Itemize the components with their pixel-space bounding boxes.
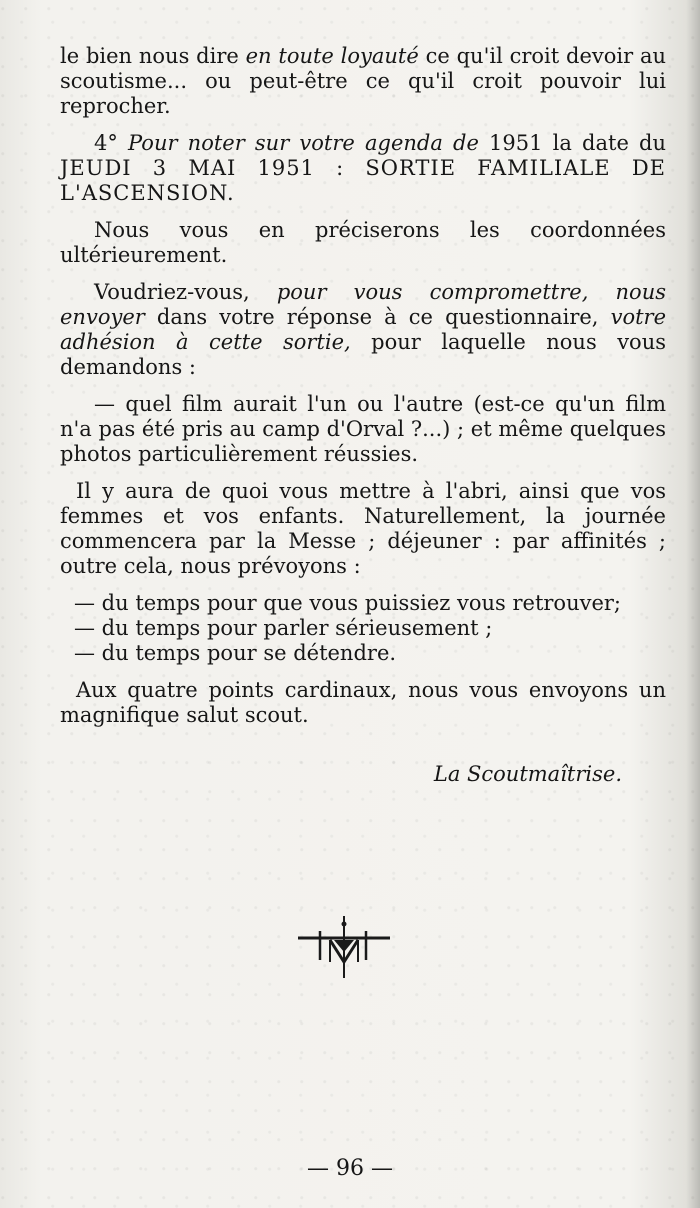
scout-emblem-icon	[292, 912, 396, 982]
intro-plain: le bien nous dire	[60, 44, 246, 68]
intro-italic: en toute loyauté	[245, 44, 419, 68]
body-text	[60, 44, 666, 740]
item-4-number: 4°	[94, 131, 129, 155]
event-announcement: JEUDI 3 MAI 1951 : SORTIE FAMILIALE DE L'ASCENSION.	[60, 156, 666, 205]
page-number: — 96 —	[307, 1156, 393, 1181]
request-part-b: pour vous compromettre, nous envoyer	[60, 280, 666, 329]
intro-paragraph	[60, 44, 666, 119]
item-4-paragraph	[60, 131, 666, 206]
closing-paragraph: Aux quatre points cardinaux, nous vous envoyons un magnifique salut scout.	[60, 678, 666, 727]
signature: La Scoutmaîtrise.	[433, 762, 622, 786]
details-paragraph: Nous vous en préciserons les coordonnées ultérieurement.	[60, 218, 666, 267]
request-part-e: pour laquelle nous vous demandons :	[60, 330, 667, 379]
shelter-paragraph: Il y aura de quoi vous mettre à l'abri, ainsi que vos femmes et vos enfants. Naturellement, la journée commencera par la Messe ; déjeuner : par affinités ; outre cela, nous prévoyons :	[60, 479, 666, 578]
intro-rest: ce qu'il croit devoir au scoutisme... ou peut-être ce qu'il croit pouvoir lui reprocher.	[60, 44, 666, 118]
bullet-item: — du temps pour parler sérieusement ;	[74, 616, 493, 640]
bullet-list	[74, 591, 666, 666]
bullet-item: — du temps pour se détendre.	[74, 641, 397, 665]
bullet-item: — du temps pour que vous puissiez vous retrouver;	[74, 591, 621, 615]
request-paragraph	[60, 280, 666, 380]
request-part-c: dans votre réponse à ce questionnaire,	[144, 305, 611, 329]
film-paragraph: — quel film aurait l'un ou l'autre (est-ce qu'un film n'a pas été pris au camp d'Orval ?...) ; et même quelques photos particulièrement réussies.	[60, 392, 666, 466]
page-edge-shadow	[686, 0, 700, 1208]
request-part-a: Voudriez-vous,	[94, 280, 277, 304]
request-part-d: votre adhésion à cette sortie,	[60, 305, 666, 354]
item-4-italic: Pour noter sur votre agenda de	[128, 131, 479, 155]
item-4-rest: 1951 la date du	[478, 131, 667, 155]
